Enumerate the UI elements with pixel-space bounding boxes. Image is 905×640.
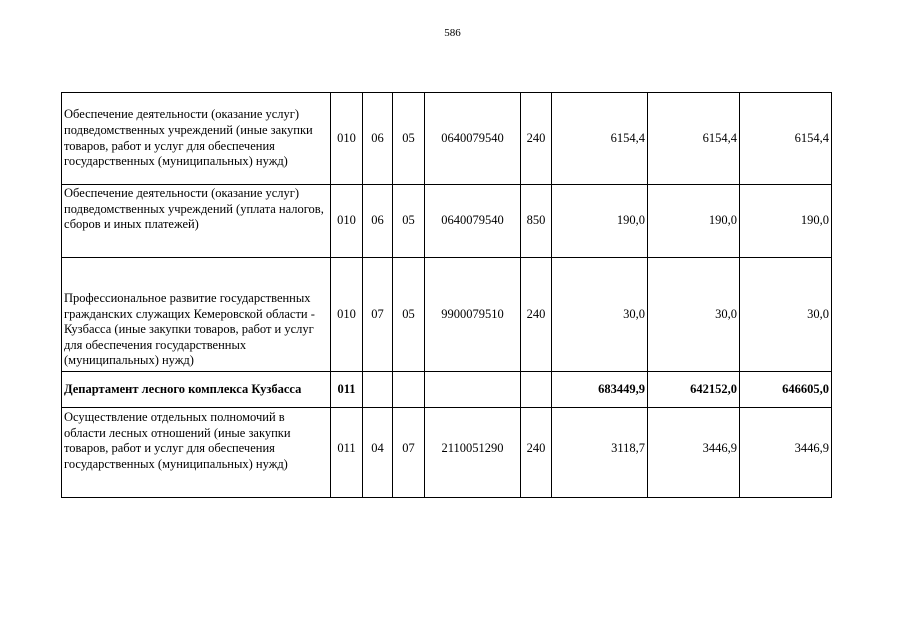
section-code: 07 [363,258,393,372]
row-name: Департамент лесного комплекса Кузбасса [62,372,331,408]
amount-year-3: 190,0 [740,185,832,258]
ministry-code: 010 [331,93,363,185]
table-row-department [62,372,832,408]
expense-type-code: 850 [521,185,552,258]
section-code: 06 [363,185,393,258]
section-code [363,372,393,408]
amount-year-2: 642152,0 [648,372,740,408]
expense-type-code [521,372,552,408]
target-code: 0640079540 [425,185,521,258]
expense-type-code: 240 [521,258,552,372]
amount-year-3: 30,0 [740,258,832,372]
section-code: 06 [363,93,393,185]
amount-year-3: 6154,4 [740,93,832,185]
row-name: Обеспечение деятельности (оказание услуг) подведомственных учреждений (уплата налогов, сборов и иных платежей) [62,185,331,258]
ministry-code: 011 [331,372,363,408]
subsection-code: 05 [393,258,425,372]
amount-year-1: 30,0 [552,258,648,372]
table-row [62,408,832,498]
target-code: 9900079510 [425,258,521,372]
page-number: 586 [444,27,461,39]
expense-type-code: 240 [521,408,552,498]
amount-year-1: 3118,7 [552,408,648,498]
amount-year-1: 6154,4 [552,93,648,185]
amount-year-1: 683449,9 [552,372,648,408]
amount-year-3: 3446,9 [740,408,832,498]
target-code [425,372,521,408]
subsection-code [393,372,425,408]
subsection-code: 05 [393,185,425,258]
amount-year-3: 646605,0 [740,372,832,408]
amount-year-2: 190,0 [648,185,740,258]
target-code: 2110051290 [425,408,521,498]
amount-year-2: 30,0 [648,258,740,372]
expense-type-code: 240 [521,93,552,185]
ministry-code: 011 [331,408,363,498]
table-row [62,93,832,185]
section-code: 04 [363,408,393,498]
amount-year-2: 6154,4 [648,93,740,185]
amount-year-2: 3446,9 [648,408,740,498]
table-row [62,185,832,258]
row-name: Осуществление отдельных полномочий в области лесных отношений (иные закупки товаров, работ и услуг для обеспечения государственных (муниципальных) нужд) [62,408,331,498]
ministry-code: 010 [331,258,363,372]
budget-table [61,92,832,498]
ministry-code: 010 [331,185,363,258]
amount-year-1: 190,0 [552,185,648,258]
subsection-code: 07 [393,408,425,498]
target-code: 0640079540 [425,93,521,185]
row-name: Профессиональное развитие государственных гражданских служащих Кемеровской области - Кузбасса (иные закупки товаров, работ и услуг для обеспечения государственных (муниципальных) нужд) [62,258,331,372]
table-row [62,258,832,372]
row-name: Обеспечение деятельности (оказание услуг) подведомственных учреждений (иные закупки товаров, работ и услуг для обеспечения государственных (муниципальных) нужд) [62,93,331,185]
subsection-code: 05 [393,93,425,185]
